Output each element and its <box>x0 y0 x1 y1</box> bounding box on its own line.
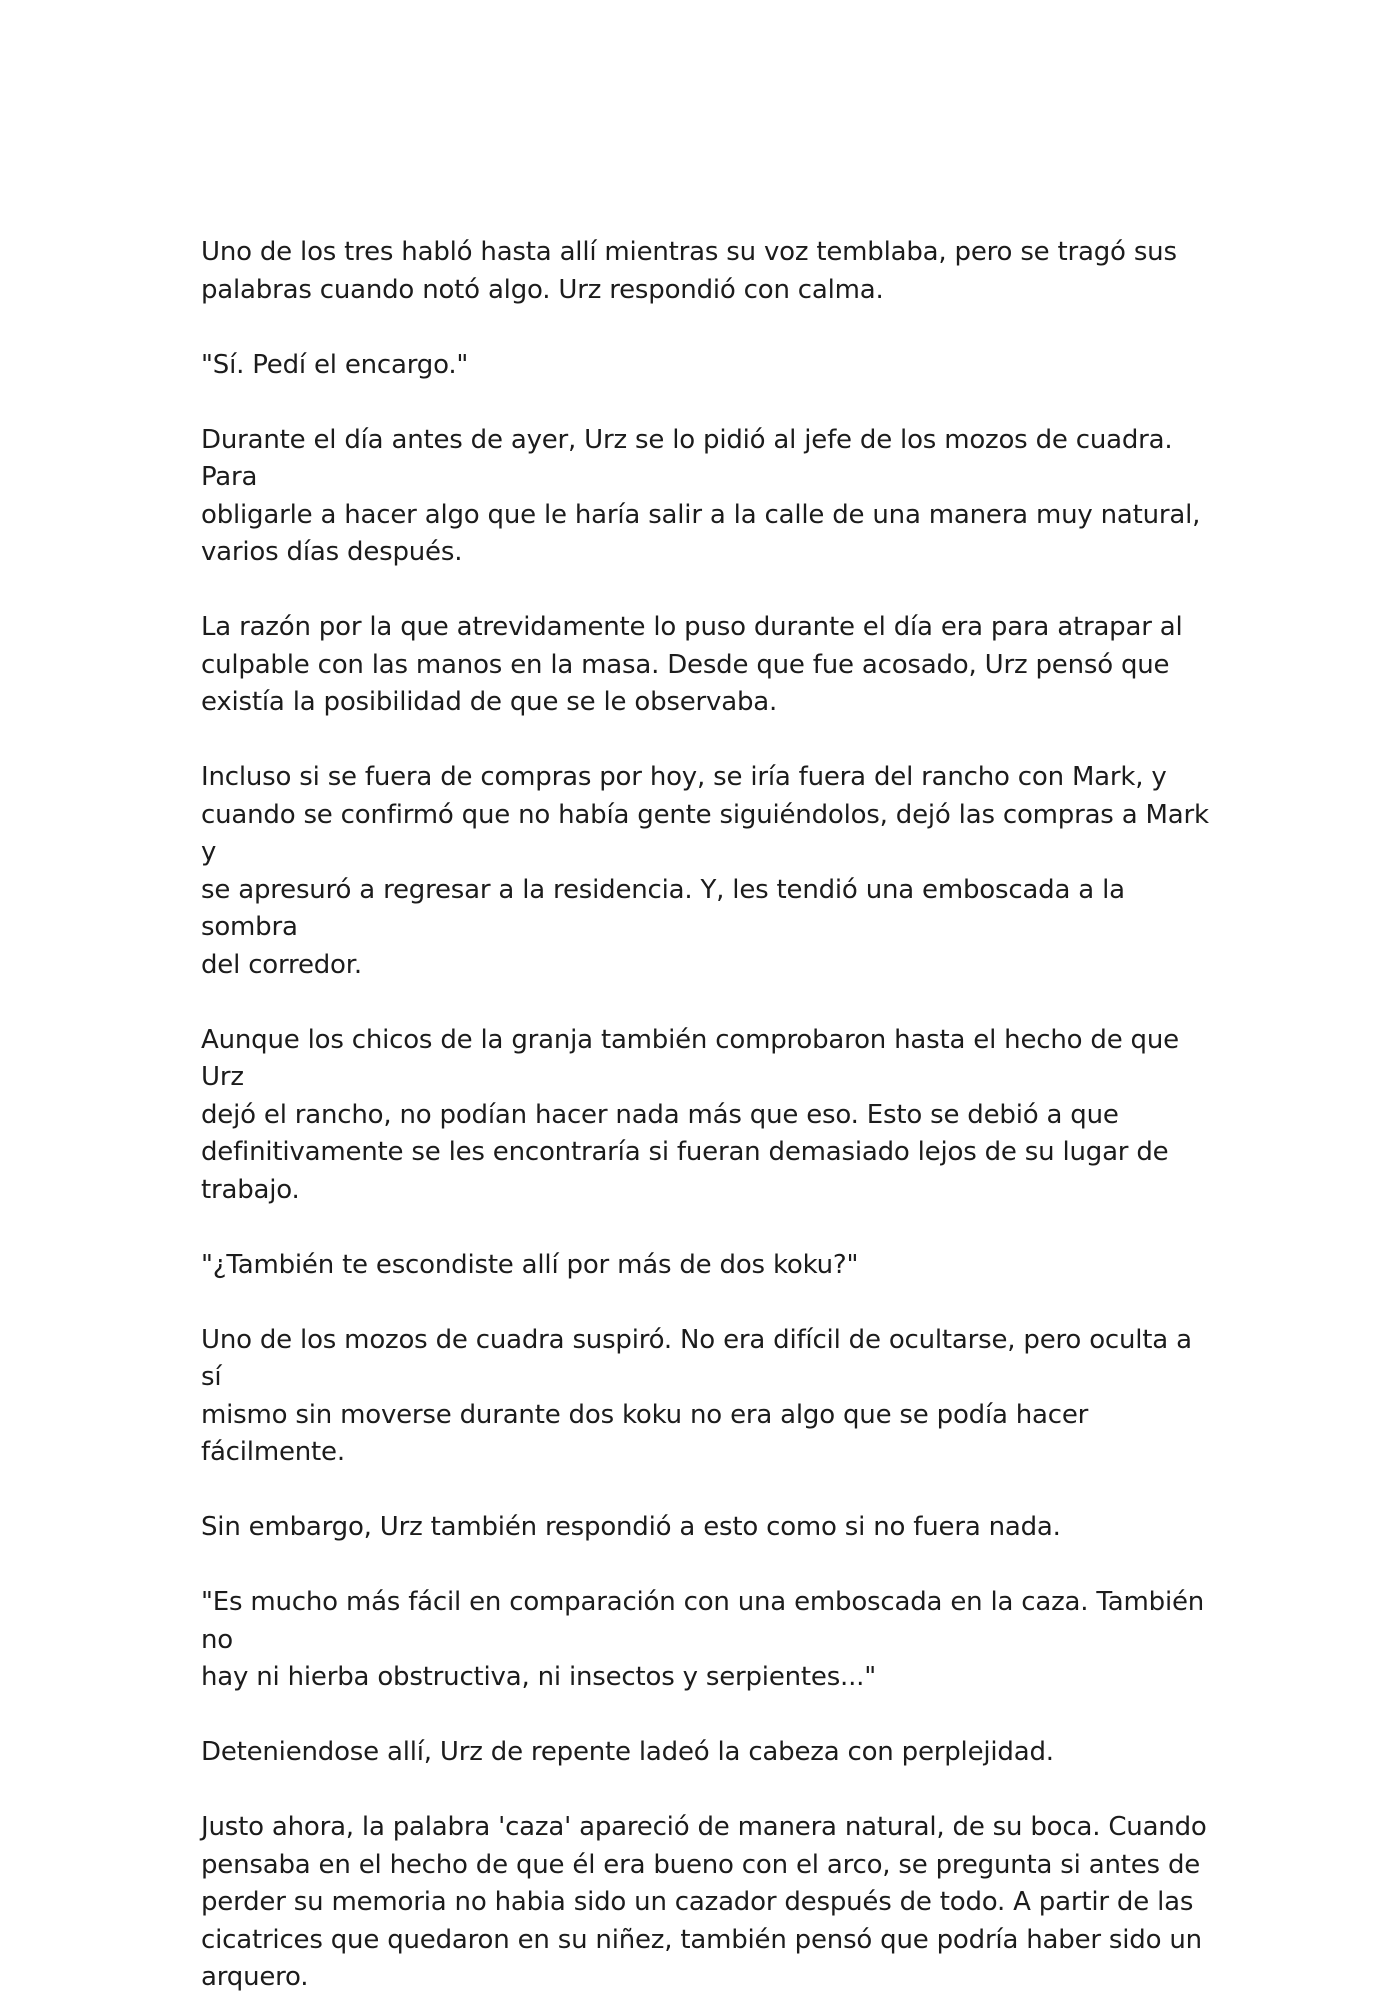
paragraph: "Es mucho más fácil en comparación con una emboscada en la caza. También no hay ni hierba obstructiva, ni insectos y serpientes..." <box>201 1587 1205 1692</box>
paragraph: Deteniendose allí, Urz de repente ladeó la cabeza con perplejidad. <box>201 1737 1054 1767</box>
paragraph: Incluso si se fuera de compras por hoy, se iría fuera del rancho con Mark, y cuando se confirmó que no había gente siguiéndolos, dejó las compras a Mark y se apresuró a regresar a la residencia. Y, les tendió una emboscada a la sombra del corredor. <box>201 762 1209 980</box>
document-body <box>201 234 1211 1997</box>
paragraph: Aunque los chicos de la granja también comprobaron hasta el hecho de que Urz dejó el rancho, no podían hacer nada más que eso. Esto se debió a que definitivamente se les encontraría si fueran demasiado lejos de su lugar de trabajo. <box>201 1024 1179 1205</box>
paragraph: Sin embargo, Urz también respondió a esto como si no fuera nada. <box>201 1512 1061 1542</box>
paragraph: Uno de los mozos de cuadra suspiró. No era difícil de ocultarse, pero oculta a sí mismo sin moverse durante dos koku no era algo que se podía hacer fácilmente. <box>201 1324 1192 1467</box>
paragraph: Justo ahora, la palabra 'caza' apareció de manera natural, de su boca. Cuando pensaba en el hecho de que él era bueno con el arco, se pregunta si antes de perder su memoria no habia sido un cazador después de todo. A partir de las cicatrices que quedaron en su niñez, también pensó que podría haber sido un arquero. <box>201 1812 1207 1992</box>
paragraph: La razón por la que atrevidamente lo puso durante el día era para atrapar al culpable con las manos en la masa. Desde que fue acosado, Urz pensó que existía la posibilidad de que se le observaba. <box>201 612 1183 717</box>
paragraph: "Sí. Pedí el encargo." <box>201 349 469 380</box>
paragraph: Durante el día antes de ayer, Urz se lo pidió al jefe de los mozos de cuadra. Para obligarle a hacer algo que le haría salir a la calle de una manera muy natural, varios días después. <box>201 424 1201 567</box>
paragraph: "¿También te escondiste allí por más de dos koku?" <box>201 1249 859 1280</box>
paragraph: Uno de los tres habló hasta allí mientras su voz temblaba, pero se tragó sus palabras cuando notó algo. Urz respondió con calma. <box>201 237 1177 305</box>
